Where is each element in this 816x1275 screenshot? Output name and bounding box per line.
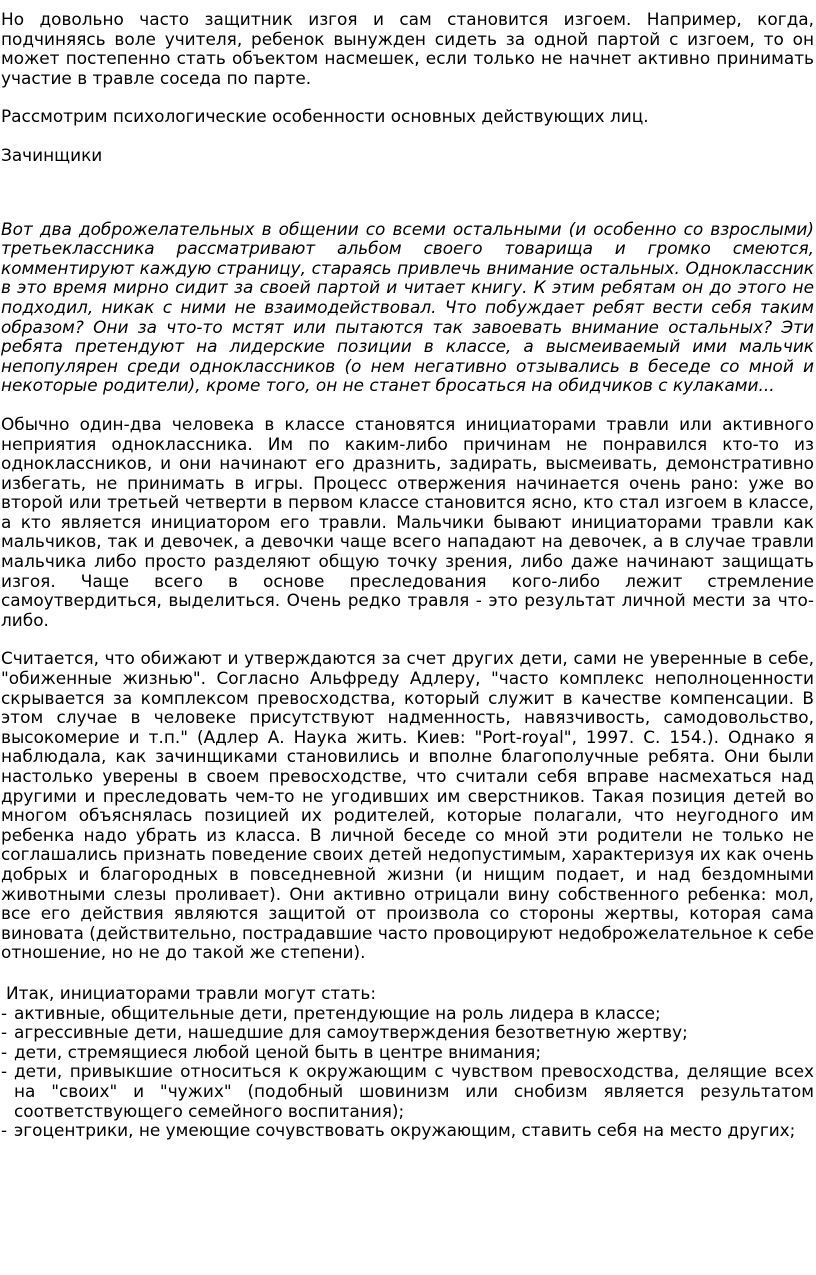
section-heading-instigators: Зачинщики xyxy=(1,144,103,165)
list-item xyxy=(1,1121,814,1141)
paragraph-adler: Считается, что обижают и утверждаются за счет других дети, сами не уверенные в себе, "обиженные жизнью". Согласно Альфреду Адлеру, "часто комплекс неполноценности скрывается за комплексом превосходства, который служит в качестве компенсации. В этом случае в человеке присутствуют надменность, навязчивость, самодовольство, высокомерие и т.п." (Адлер А. Наука жить. Киев: "Port-royal", 1997. С. 154.). Однако я наблюдала, как зачинщиками становились и вполне благополучные ребята. Они были настолько уверены в своем превосходстве, что считали себя вправе насмехаться над другими и преследовать чем-то не угодивших им сверстников. Такая позиция детей во многом объяснялась позицией их родителей, которые полагали, что неугодного им ребенка надо убрать из класса. В личной беседе со мной эти родители не только не соглашались признать поведение своих детей недопустимым, характеризуя их как очень добрых и благородных в повседневной жизни (и нищим подает, и над бездомными животными слезы проливает). Они активно отрицали вину собственного ребенка: мол, все его действия являются защитой от произвола со стороны жертвы, которая сама виновата (действительно, пострадавшие часто провоцируют недоброжелательное к себе отношение, но не до такой же степени). xyxy=(1,648,814,963)
list-dash: - xyxy=(1,1022,8,1043)
list-item-text: дети, привыкшие относиться к окружающим с чувством превосходства, делящие всех на "своих" и "чужих" (подобный шовинизм или снобизм является результатом соответствующего семейного воспитания); xyxy=(14,1061,814,1121)
list-item xyxy=(1,1004,814,1024)
initiators-list xyxy=(1,1004,814,1141)
paragraph-consider: Рассмотрим психологические особенности основных действующих лиц. xyxy=(1,106,649,127)
paragraph-intro: Но довольно часто защитник изгоя и сам становится изгоем. Например, когда, подчиняясь воле учителя, ребенок вынужден сидеть за одной партой с изгоем, то он может постепенно стать объектом насмешек, если только не начнет активно принимать участие в травле соседа по парте. xyxy=(1,9,814,88)
list-dash: - xyxy=(1,1061,8,1082)
list-item-text: эгоцентрики, не умеющие сочувствовать окружающим, ставить себя на место других; xyxy=(14,1120,796,1141)
list-item xyxy=(1,1023,814,1043)
list-dash: - xyxy=(1,1041,8,1062)
list-item-text: активные, общительные дети, претендующие на роль лидера в классе; xyxy=(14,1002,661,1023)
list-item xyxy=(1,1062,814,1121)
list-dash: - xyxy=(1,1120,8,1141)
list-item-text: дети, стремящиеся любой ценой быть в центре внимания; xyxy=(14,1041,542,1062)
paragraph-initiators: Обычно один-два человека в классе становятся инициаторами травли или активного неприятия одноклассника. Им по каким-либо причинам не понравился кто-то из одноклассников, и они начинают его дразнить, задирать, высмеивать, демонстративно избегать, не принимать в игры. Процесс отвержения начинается очень рано: уже во второй или третьей четверти в первом классе становится ясно, кто стал изгоем в классе, а кто является инициатором его травли. Мальчики бывают инициаторами травли как мальчиков, так и девочек, а девочки чаще всего нападают на девочек, а в случае травли мальчика либо просто разделяют общую точку зрения, либо даже начинают защищать изгоя. Чаще всего в основе преследования кого-либо лежит стремление самоутвердиться, выделиться. Очень редко травля - это результат личной мести за что-либо. xyxy=(1,413,814,630)
paragraph-list-intro: Итак, инициаторами травли могут стать: xyxy=(6,982,377,1003)
list-item-text: агрессивные дети, нашедшие для самоутверждения безответную жертву; xyxy=(14,1022,688,1043)
list-dash: - xyxy=(1,1002,8,1023)
paragraph-example-italic: Вот два доброжелательных в общении со всеми остальными (и особенно со взрослыми) третьеклассника рассматривают альбом своего товарища и громко смеются, комментируют каждую страницу, стараясь привлечь внимание остальных. Одноклассник в это время мирно сидит за своей партой и читает книгу. К этим ребятам он до этого не подходил, никак с ними не взаимодействовал. Что побуждает ребят вести себя таким образом? Они за что-то мстят или пытаются так завоевать внимание остальных? Эти ребята претендуют на лидерские позиции в классе, а высмеиваемый ими мальчик непопулярен среди одноклассников (о нем негативно отзывались в беседе со мной и некоторые родители), кроме того, он не станет бросаться на обидчиков с кулаками... xyxy=(1,218,814,396)
list-item xyxy=(1,1043,814,1063)
